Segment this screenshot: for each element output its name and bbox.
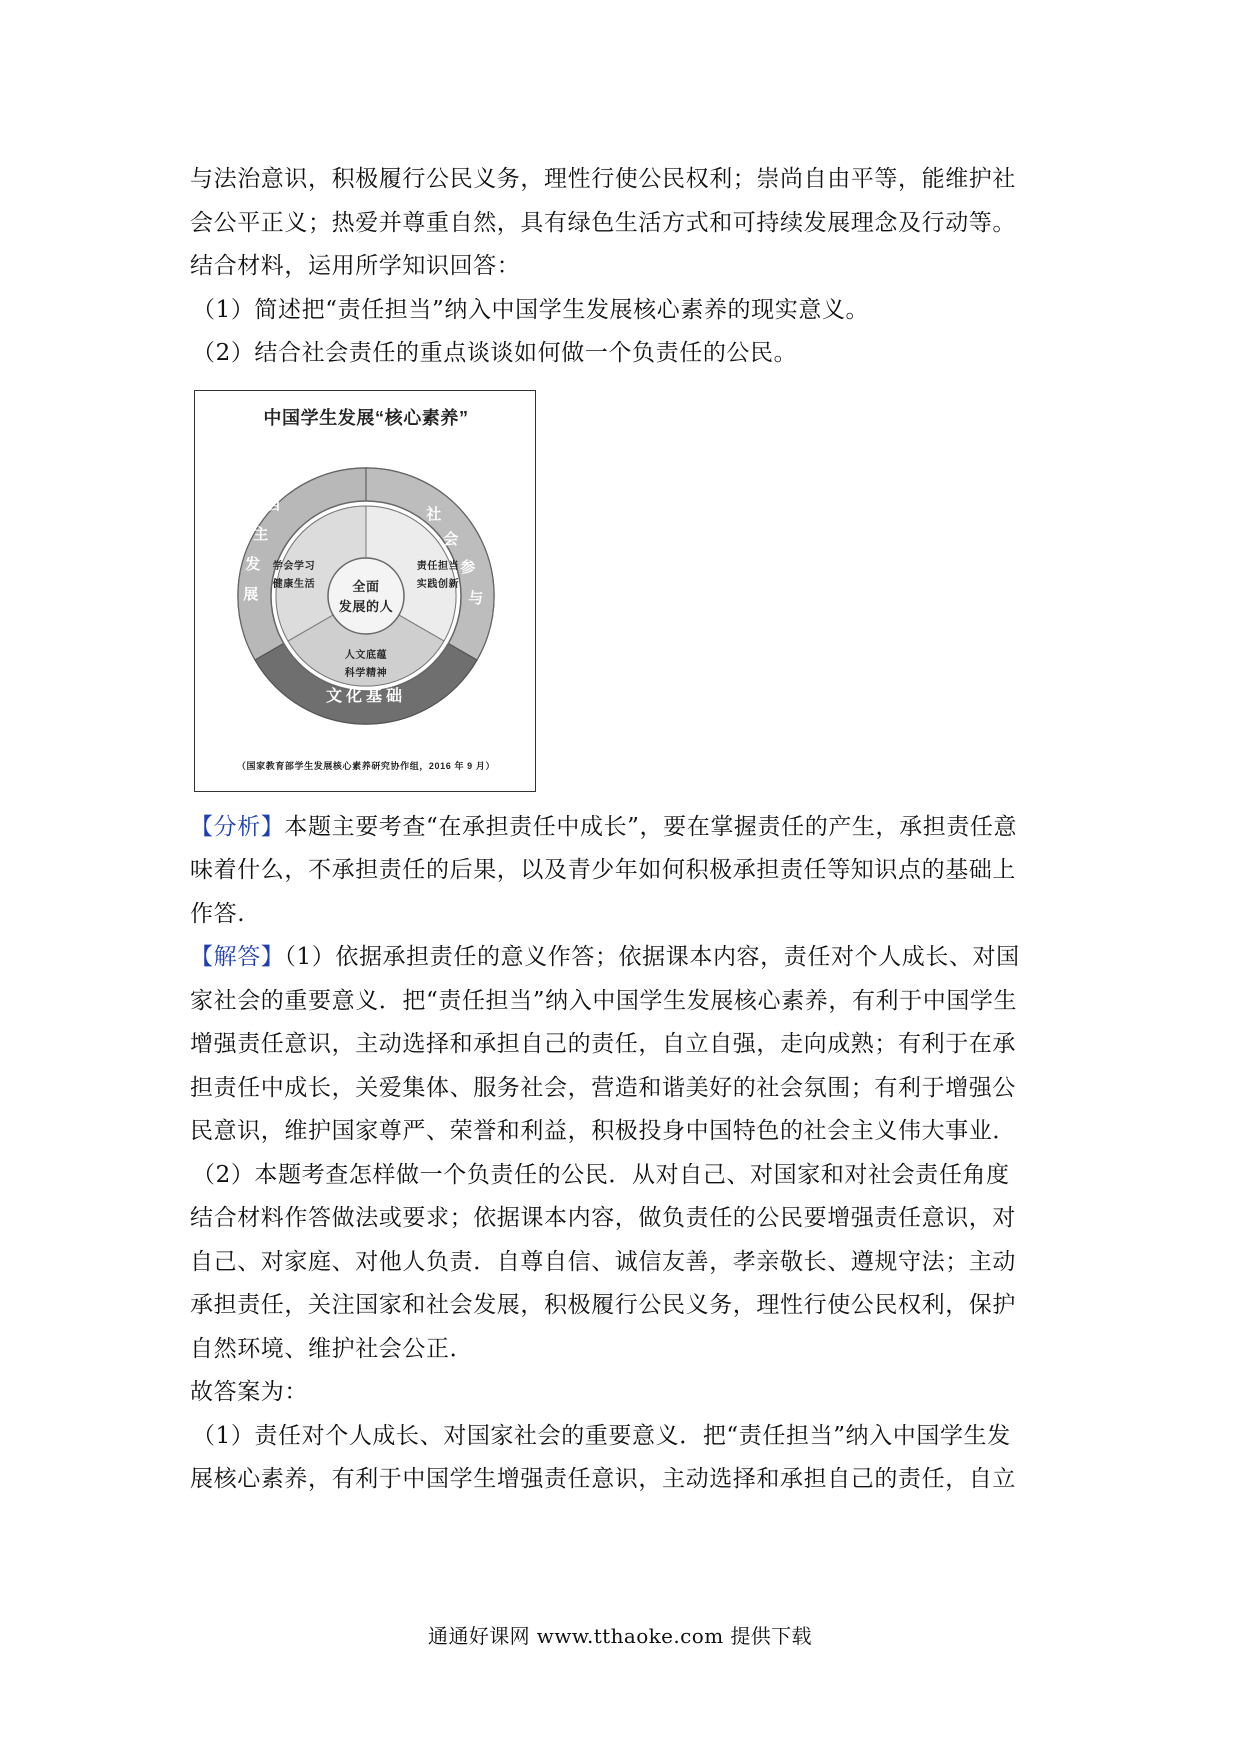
question-1: （1）简述把“责任担当”纳入中国学生发展核心素养的现实意义。 bbox=[192, 296, 870, 323]
outer-left-char-4: 展 bbox=[243, 585, 259, 603]
answer-line: 自己、对家庭、对他人负责．自尊自信、诚信友善，孝亲敬长、遵规守法；主动 bbox=[190, 1248, 1016, 1275]
figure-caption: （国家教育部学生发展核心素养研究协作组，2016 年 9 月） bbox=[236, 760, 496, 771]
answer-line: （1）责任对个人成长、对国家社会的重要意义．把“责任担当”纳入中国学生发 bbox=[192, 1422, 1011, 1449]
answer-line: 故答案为： bbox=[190, 1379, 308, 1405]
outer-right-char-3: 参 bbox=[460, 558, 476, 576]
answer-line: 民意识，维护国家尊严、荣誉和利益，积极投身中国特色的社会主义伟大事业． bbox=[190, 1118, 1016, 1144]
inner-bottom-label-2: 科学精神 bbox=[344, 667, 388, 679]
answer-line: 展核心素养，有利于中国学生增强责任意识，主动选择和承担自己的责任，自立 bbox=[190, 1466, 1016, 1492]
outer-left-char-3: 发 bbox=[245, 555, 261, 573]
intro-line: 会公平正义；热爱并尊重自然，具有绿色生活方式和可持续发展理念及行动等。 bbox=[190, 209, 1016, 236]
outer-bottom-label: 文化基础 bbox=[325, 687, 407, 705]
inner-left-label-2: 健康生活 bbox=[272, 578, 316, 590]
answer-line: （2）本题考查怎样做一个负责任的公民．从对自己、对国家和对社会责任角度 bbox=[192, 1161, 1010, 1188]
outer-right-char-4: 与 bbox=[468, 589, 484, 607]
analysis-paragraph bbox=[190, 806, 1060, 850]
analysis-line: 作答. bbox=[190, 900, 246, 927]
answer-line: 担责任中成长，关爱集体、服务社会，营造和谐美好的社会氛围；有利于增强公 bbox=[190, 1074, 1016, 1101]
page-content bbox=[190, 158, 1060, 1502]
answer-line: 家社会的重要意义．把“责任担当”纳入中国学生发展核心素养，有利于中国学生 bbox=[190, 987, 1018, 1014]
analysis-tag: 【分析】 bbox=[190, 813, 285, 840]
answer-line: （1）依据承担责任的意义作答；依据课本内容，责任对个人成长、对国 bbox=[284, 944, 1020, 970]
outer-left-char-1: 自 bbox=[266, 495, 282, 513]
answer-paragraph bbox=[190, 936, 1060, 980]
answer-tag: 【解答】 bbox=[190, 944, 285, 970]
center-circle bbox=[328, 558, 404, 634]
core-literacy-figure bbox=[194, 390, 536, 792]
analysis-line: 本题主要考查“在承担责任中成长”，要在掌握责任的产生，承担责任意 bbox=[284, 813, 1018, 840]
inner-right-label-2: 实践创新 bbox=[416, 578, 460, 590]
core-literacy-diagram bbox=[195, 391, 537, 793]
answer-line: 自然环境、维护社会公正． bbox=[190, 1335, 474, 1362]
center-label-1: 全面 bbox=[352, 578, 380, 594]
outer-right-char-2: 会 bbox=[443, 530, 459, 548]
question-2: （2）结合社会责任的重点谈谈如何做一个负责任的公民。 bbox=[192, 340, 798, 366]
intro-line: 与法治意识，积极履行公民义务，理性行使公民权利；崇尚自由平等，能维护社 bbox=[190, 166, 1016, 192]
inner-left-label-1: 学会学习 bbox=[272, 560, 316, 572]
answer-line: 结合材料作答做法或要求；依据课本内容，做负责任的公民要增强责任意识，对 bbox=[190, 1205, 1016, 1231]
inner-right-label-1: 责任担当 bbox=[416, 560, 460, 572]
analysis-line: 味着什么，不承担责任的后果，以及青少年如何积极承担责任等知识点的基础上 bbox=[190, 857, 1016, 883]
outer-left-char-2: 主 bbox=[253, 525, 269, 543]
figure-title: 中国学生发展“核心素养” bbox=[263, 407, 469, 428]
answer-line: 增强责任意识，主动选择和承担自己的责任，自立自强，走向成熟；有利于在承 bbox=[190, 1031, 1016, 1057]
outer-right-char-1: 社 bbox=[426, 505, 442, 523]
intro-line: 结合材料，运用所学知识回答： bbox=[190, 253, 521, 279]
page-footer: 通通好课网 www.tthaoke.com 提供下载 bbox=[428, 1624, 812, 1648]
center-label-2: 发展的人 bbox=[338, 598, 394, 614]
inner-bottom-label-1: 人文底蕴 bbox=[344, 649, 388, 661]
answer-line: 承担责任，关注国家和社会发展，积极履行公民义务，理性行使公民权利，保护 bbox=[190, 1292, 1016, 1318]
